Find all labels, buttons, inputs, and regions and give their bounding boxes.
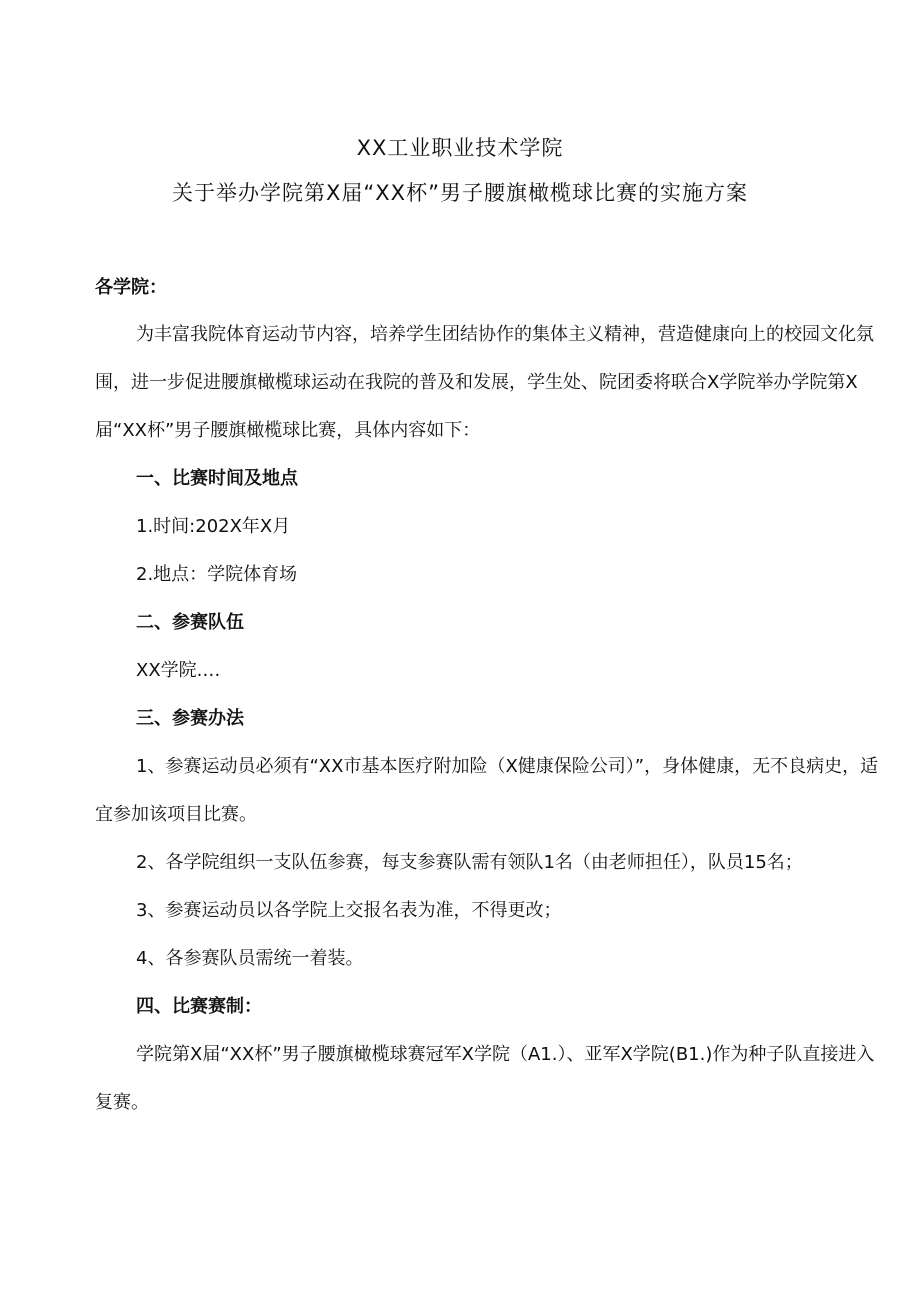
section-1-item-venue: 2.地点：学院体育场 bbox=[136, 564, 298, 585]
section-1-heading: 一、比赛时间及地点 bbox=[136, 468, 298, 489]
document-title-subject: 关于举办学院第X届“XX杯”男子腰旗橄榄球比赛的实施方案 bbox=[172, 181, 748, 205]
section-4-heading: 四、比赛赛制： bbox=[136, 996, 262, 1017]
section-4-text: 学院第X届“XX杯”男子腰旗橄榄球赛冠军X学院（A1.）、亚军X学院(B1.)作为种子队直接进入复赛。 bbox=[95, 1044, 875, 1113]
section-3-item-2: 2、各学院组织一支队伍参赛，每支参赛队需有领队1名（由老师担任），队员15名； bbox=[136, 852, 803, 873]
section-2-heading: 二、参赛队伍 bbox=[136, 612, 244, 633]
section-3-item-4: 4、各参赛队员需统一着装。 bbox=[136, 948, 364, 969]
section-3-item-3: 3、参赛运动员以各学院上交报名表为准，不得更改； bbox=[136, 900, 562, 921]
intro-paragraph: 为丰富我院体育运动节内容，培养学生团结协作的集体主义精神，营造健康向上的校园文化氛围，进一步促进腰旗橄榄球运动在我院的普及和发展，学生处、院团委将联合X学院举办学院第X届“XX杯”男子腰旗橄榄球比赛，具体内容如下： bbox=[95, 324, 874, 441]
section-3-item-1: 1、参赛运动员必须有“XX市基本医疗附加险（X健康保险公司）”，身体健康，无不良病史，适宜参加该项目比赛。 bbox=[95, 756, 879, 825]
document-title-institution: XX工业职业技术学院 bbox=[356, 136, 564, 160]
section-2-text: XX学院.… bbox=[136, 660, 221, 681]
salutation: 各学院： bbox=[95, 277, 167, 298]
section-3-heading: 三、参赛办法 bbox=[136, 708, 244, 729]
section-1-item-time: 1.时间:202X年X月 bbox=[136, 516, 291, 537]
document-body bbox=[95, 311, 880, 1127]
